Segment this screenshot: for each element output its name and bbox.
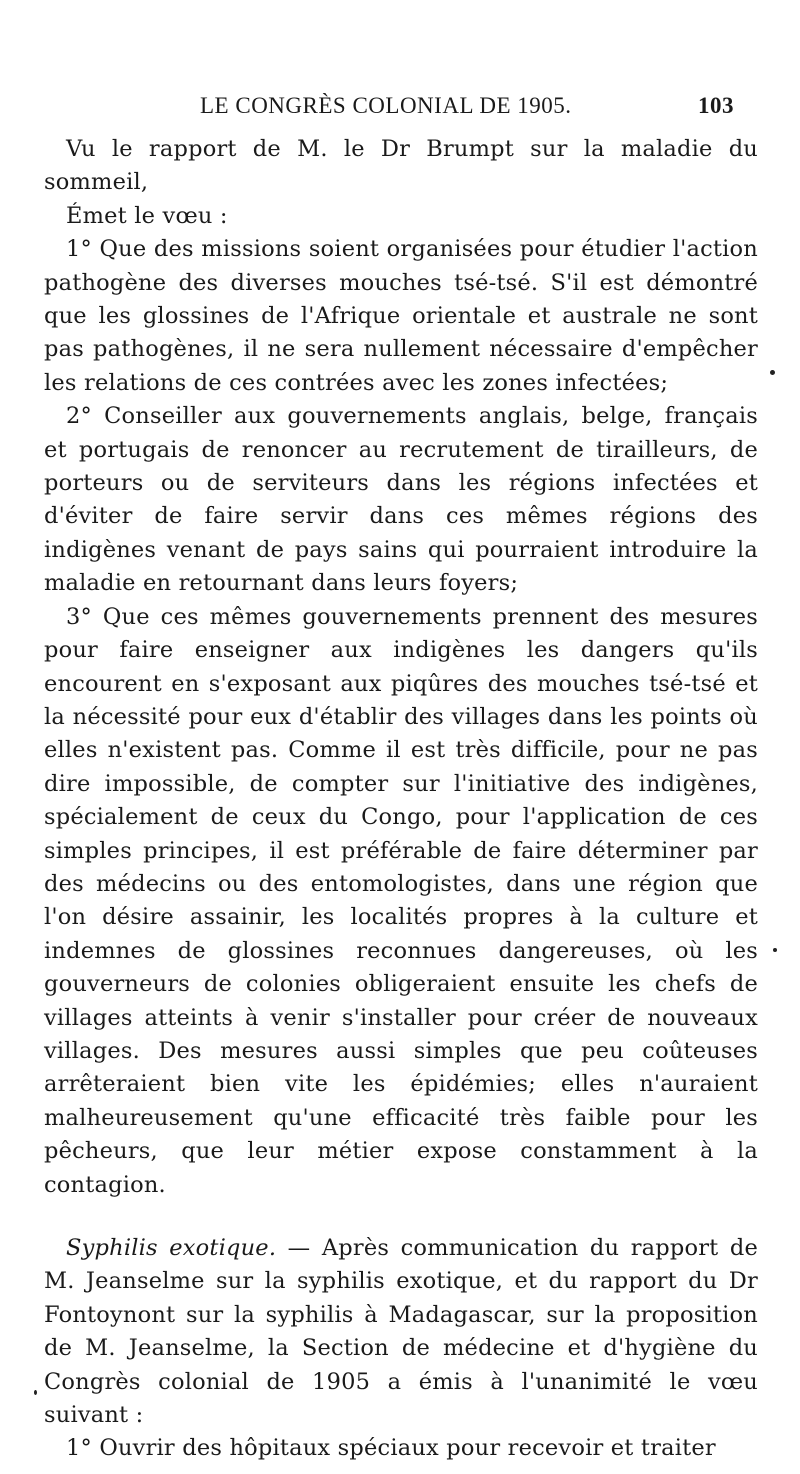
- running-title: LE CONGRÈS COLONIAL DE 1905.: [200, 93, 572, 118]
- paragraph-item-3: 3° Que ces mêmes gouvernements prennent des mesures pour faire enseigner aux indigènes les dangers qu'ils encourent en s'exposant aux piqûres des mouches tsé-tsé et la nécessité pour eux d'établir des villages dans les points où elles n'existent pas. Comme il est très difficile, pour ne pas dire impossible, de compter sur l'initiative des indigènes, spécialement de ceux du Congo, pour l'application de ces simples principes, il est préférable de faire déterminer par des médecins ou des entomologistes, dans une région que l'on désire assainir, les localités propres à la culture et indemnes de glossines reconnues dangereuses, où les gouverneurs de colonies obligeraient ensuite les chefs de villages atteints à venir s'installer pour créer de nouveaux villages. Des mesures aussi simples que peu coûteuses arrêteraient bien vite les épidémies; elles n'auraient malheureusement qu'une efficacité très faible pour les pêcheurs, que leur métier expose constamment à la contagion.: [44, 603, 758, 1198]
- paragraph-item-1: 1° Que des missions soient organisées pour étudier l'action pathogène des diverses mouches tsé-tsé. S'il est démontré que les glossines de l'Afrique orientale et australe ne sont pas pathogènes, il ne sera nullement nécessaire d'empêcher les relations de ces contrées avec les zones infectées;: [44, 236, 758, 396]
- page-header: [0, 93, 800, 123]
- paragraph-item-2: 2° Conseiller aux gouvernements anglais, belge, français et portugais de renoncer au recrutement de tirailleurs, de porteurs ou de serviteurs dans les régions infectées et d'éviter de faire servir dans ces mêmes régions des indigènes venant de pays sains qui pourraient introduire la maladie en retournant dans leurs foyers;: [44, 403, 758, 597]
- margin-dot: [770, 370, 775, 375]
- paragraph-intro: Vu le rapport de M. le Dr Brumpt sur la maladie du sommeil,: [44, 136, 758, 196]
- margin-dot: [773, 948, 777, 952]
- paragraph-syphilis: [44, 1232, 758, 1432]
- paragraph-emet: Émet le vœu :: [66, 202, 228, 229]
- section-title: Syphilis exotique.: [66, 1235, 277, 1261]
- page-body: [44, 133, 758, 1466]
- paragraph-item-final: 1° Ouvrir des hôpitaux spéciaux pour recevoir et traiter: [66, 1435, 716, 1462]
- margin-dot: [34, 1390, 37, 1395]
- paragraph-syphilis-text: — Après communication du rapport de M. Jeanselme sur la syphilis exotique, et du rapport du Dr Fontoynont sur la syphilis à Madagascar, sur la proposition de M. Jeanselme, la Section de médecine et d'hygiène du Congrès colonial de 1905 a émis à l'unanimité le vœu suivant :: [44, 1235, 758, 1429]
- page-number: 103: [698, 93, 734, 118]
